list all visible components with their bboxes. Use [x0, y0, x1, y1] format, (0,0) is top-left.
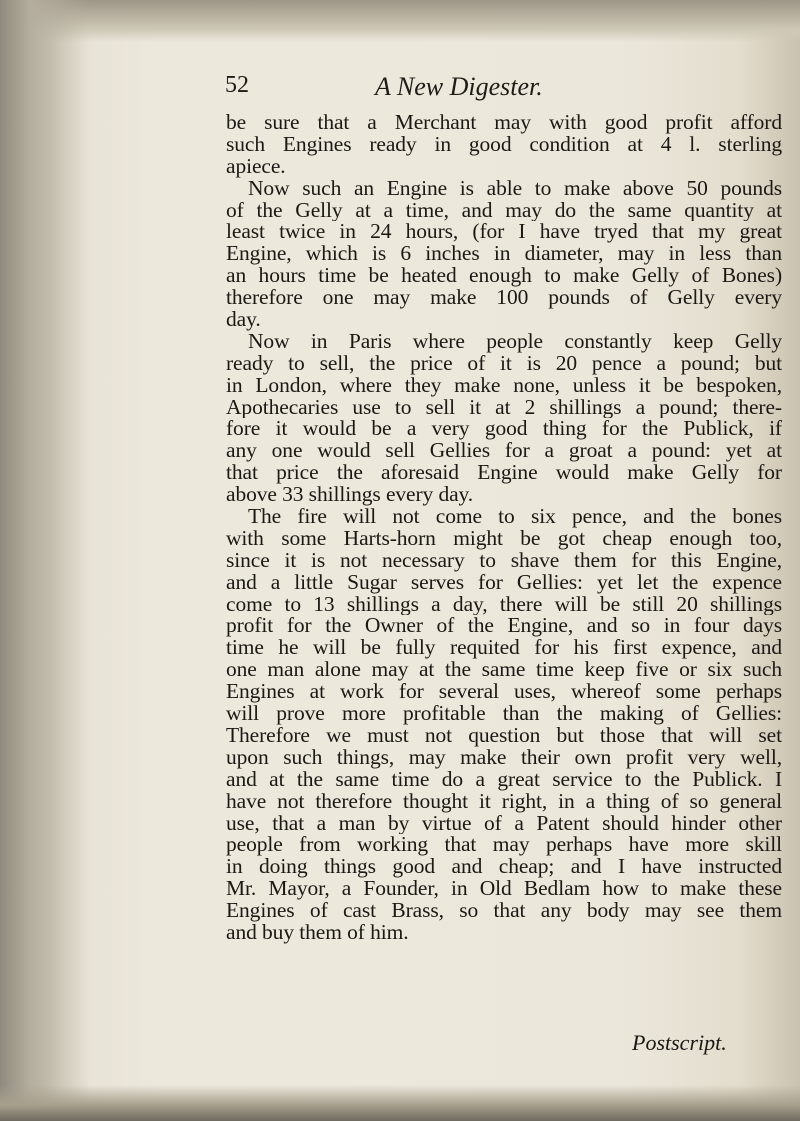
text-line: come to 13 shillings a day, there will be still 20 shillings: [226, 593, 782, 616]
text-line: upon such things, may make their own profit very well,: [226, 746, 782, 769]
text-line: Engines at work for several uses, whereof some perhaps: [226, 681, 782, 704]
text-line: that price the aforesaid Engine would make Gelly for: [226, 462, 782, 485]
text-line: Now in Paris where people constantly keep Gelly: [248, 330, 782, 353]
text-line: profit for the Owner of the Engine, and so in four days: [226, 615, 782, 638]
binding-gutter: [0, 0, 90, 1121]
text-line: day.: [226, 309, 261, 331]
text-line: fore it would be a very good thing for the Publick, if: [226, 418, 782, 441]
text-line: with some Harts-horn might be got cheap enough too,: [226, 527, 782, 550]
text-line: above 33 shillings every day.: [226, 484, 474, 507]
page-number: 52: [225, 72, 249, 98]
text-line: Engine, which is 6 inches in diameter, may in less than: [226, 243, 782, 266]
text-line: of the Gelly at a time, and may do the same quantity at: [226, 199, 782, 222]
text-line: The fire will not come to six pence, and the bones: [248, 506, 782, 528]
text-line: apiece.: [226, 155, 286, 178]
text-line: Engines of cast Brass, so that any body may see them: [226, 900, 782, 922]
text-line: Now such an Engine is able to make above 50 pounds: [248, 177, 782, 200]
text-line: in London, where they make none, unless it be bespoken,: [226, 374, 782, 397]
page-header: [225, 72, 785, 112]
text-line: people from working that may perhaps have more skill: [226, 834, 782, 857]
text-line: time he will be fully requited for his first expence, and: [226, 637, 782, 660]
text-line: since it is not necessary to shave them for this Engine,: [226, 549, 782, 572]
text-line: such Engines ready in good condition at 4 l. sterling: [226, 133, 782, 156]
running-title: A New Digester.: [375, 72, 543, 101]
page-top-shadow: [0, 0, 800, 42]
text-line: be sure that a Merchant may with good profit afford: [226, 112, 782, 134]
text-line: one man alone may at the same time keep five or six such: [226, 659, 782, 682]
text-line: Apothecaries use to sell it at 2 shillings a pound; there-: [226, 396, 782, 419]
catchword: Postscript.: [632, 1030, 727, 1055]
text-line: in doing things good and cheap; and I have instructed: [226, 856, 782, 879]
text-line: ready to sell, the price of it is 20 pence a pound; but: [226, 352, 782, 375]
text-line: use, that a man by virtue of a Patent should hinder other: [226, 812, 782, 835]
text-line: Mr. Mayor, a Founder, in Old Bedlam how to make these: [226, 878, 782, 901]
text-line: will prove more profitable than the making of Gellies:: [226, 703, 782, 725]
text-line: have not therefore thought it right, in a thing of so general: [226, 790, 782, 813]
text-line: and at the same time do a great service to the Publick. I: [226, 768, 782, 791]
text-line: an hours time be heated enough to make Gelly of Bones): [226, 265, 782, 288]
text-line: any one would sell Gellies for a groat a pound: yet at: [226, 440, 782, 463]
text-line: least twice in 24 hours, (for I have tryed that my great: [226, 221, 782, 244]
body-text: [226, 112, 782, 944]
text-line: and a little Sugar serves for Gellies: yet let the expence: [226, 571, 782, 594]
page-bottom-shadow: [0, 1085, 800, 1121]
text-line: Therefore we must not question but those that will set: [226, 724, 782, 747]
text-line: and buy them of him.: [226, 921, 409, 944]
text-line: therefore one may make 100 pounds of Gelly every: [226, 287, 782, 310]
